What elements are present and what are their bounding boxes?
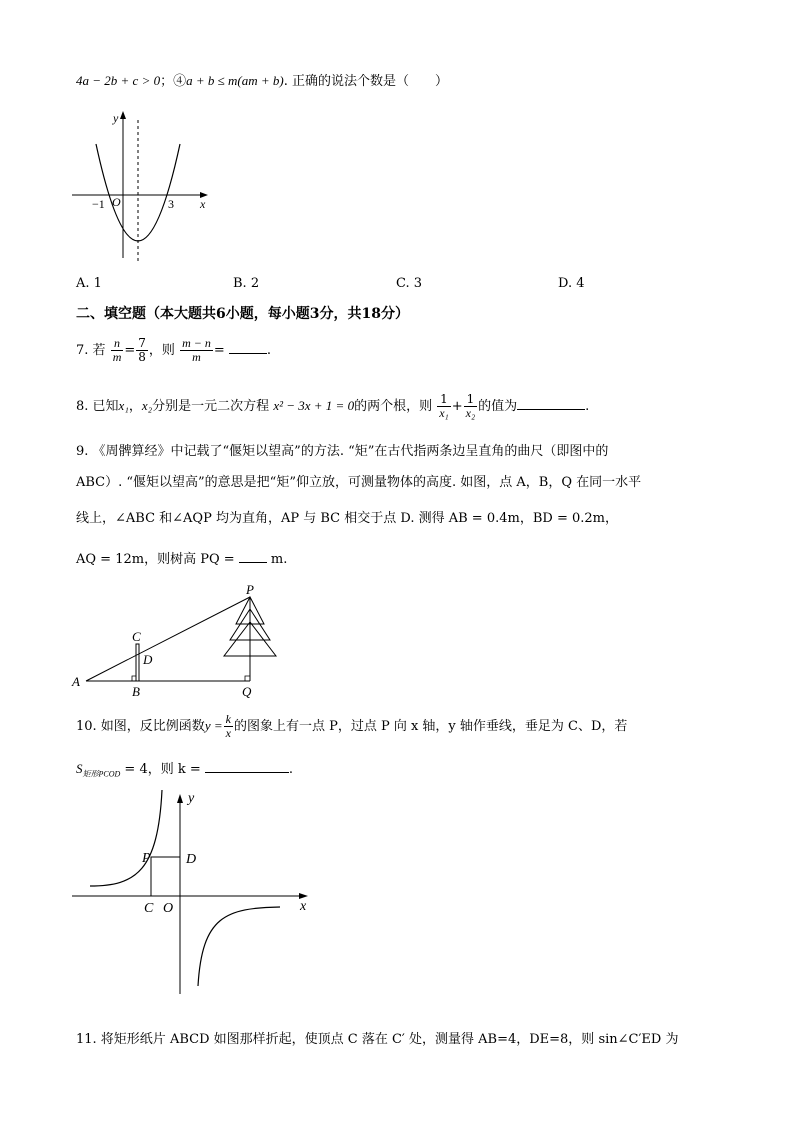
- q9-answer-blank[interactable]: [239, 562, 267, 563]
- q8-end: 的值为: [478, 399, 518, 414]
- q6-label-neg1: −1: [92, 197, 105, 211]
- q8-frac-1-x1: [437, 393, 451, 420]
- q7-frac-target: [180, 337, 213, 364]
- q8-mid: 分别是一元二次方程: [152, 399, 270, 414]
- q10-line1-c: 的图象上有一点 P，过点 P 向 x 轴，y 轴作垂线，垂足为 C、D，若: [233, 719, 628, 734]
- q10-answer-blank[interactable]: [205, 772, 289, 773]
- q8-dot: .: [585, 399, 590, 414]
- q10-rectangle-PCOD: [151, 857, 180, 896]
- q8-f1-den: x₁: [439, 406, 449, 420]
- q6-ineq3: 4a − 2b + c > 0: [76, 73, 161, 88]
- q7-f2-num: 7: [138, 336, 146, 350]
- q9-line2: ABC）. “偃矩以望高”的意思是把“矩”仰立放，可测量物体的高度. 如图，点 A，B，Q 在同一水平: [76, 475, 642, 490]
- q10-hyperbola-graph: [66, 786, 326, 998]
- q10-area-S: S: [76, 761, 83, 776]
- q7-end: .: [266, 343, 272, 358]
- q10-line1-a: 10. 如图，反比例函数: [76, 719, 205, 734]
- q8-answer-blank[interactable]: [517, 409, 585, 410]
- q6-choice-c[interactable]: C. 3: [396, 276, 423, 291]
- q7-frac-7-8: [136, 337, 148, 364]
- q6-label-y: y: [113, 111, 119, 125]
- q7-f1-num: n: [111, 337, 124, 351]
- q10-frac-den: x: [225, 726, 231, 740]
- q8-plus: +: [451, 399, 463, 414]
- q6-ineq4: a + b ≤ m(am + b): [186, 73, 284, 88]
- q6-question-tail: . 正确的说法个数是（ ）: [283, 74, 448, 89]
- q7-f3-num: m − n: [182, 336, 211, 350]
- q9-label-C: C: [132, 629, 141, 644]
- q9-label-B: B: [132, 684, 140, 699]
- q7-eq: =: [124, 343, 136, 358]
- q10-line2-b: = 4，则 k =: [124, 762, 201, 777]
- q6-label-3: 3: [168, 197, 174, 211]
- q8-x1: x₁: [118, 398, 129, 413]
- q8-sep: ，: [128, 399, 142, 414]
- q8-mid2: 的两个根，则: [354, 399, 433, 414]
- q8-x2: x₂: [141, 398, 153, 413]
- q9-label-Q: Q: [242, 684, 252, 699]
- q10-label-D: D: [186, 852, 197, 867]
- q9-ruler: [136, 644, 139, 681]
- q9-line3: 线上，∠ABC 和∠AQP 均为直角，AP 与 BC 相交于点 D. 测得 AB = 0.4m，BD = 0.2m，: [76, 511, 618, 526]
- q6-y-arrow: [120, 111, 126, 119]
- section-2-heading: 二、填空题（本大题共6小题，每小题3分，共18分）: [76, 306, 409, 322]
- q8-frac-1-x2: [464, 393, 478, 420]
- q7-f3-den: m: [192, 350, 201, 364]
- q9-label-P: P: [246, 584, 254, 597]
- q7-f2-den: 8: [138, 350, 146, 364]
- q8-pre: 8. 已知: [76, 399, 119, 414]
- q7-mid: ，则: [148, 343, 175, 358]
- q10-y-arrow: [177, 794, 183, 803]
- q9-figure: [66, 584, 296, 700]
- q8-f2-num: 1: [464, 393, 478, 407]
- q9-line1: 9. 《周髀算经》中记载了“偃矩以望高”的方法. “矩”在古代指两条边呈直角的曲尺（即图中的: [76, 444, 609, 459]
- q7: [76, 336, 271, 366]
- q8-equation: x² − 3x + 1 = 0: [273, 398, 355, 413]
- q9-line4: [76, 551, 287, 569]
- q10-area-sub: 矩形PCOD: [82, 769, 121, 779]
- q6-label-origin: O: [112, 195, 121, 209]
- q10-label-x: x: [300, 899, 307, 914]
- q7-frac-n-over-m: [111, 337, 124, 364]
- q7-f1-den: m: [112, 350, 122, 364]
- q9-sight-line: [86, 597, 250, 681]
- q6-parabola-graph: [66, 108, 216, 268]
- q10-line2: [76, 760, 293, 784]
- q6-label-x: x: [200, 197, 206, 211]
- q10-frac-num: k: [225, 712, 231, 726]
- q6-sep: ；④: [160, 74, 187, 89]
- q10-label-O: O: [163, 901, 174, 916]
- q7-eq2: =: [213, 343, 225, 358]
- q6-choice-d[interactable]: D. 4: [558, 276, 585, 291]
- q9-right-angle-b: [132, 676, 136, 681]
- q9-label-D: D: [143, 652, 153, 667]
- q10-label-y: y: [188, 791, 195, 806]
- q6-choice-a[interactable]: A. 1: [76, 276, 102, 291]
- q8-f1-num: 1: [437, 393, 451, 407]
- q10-hyperbola-branch-right: [198, 907, 280, 986]
- q7-answer-blank[interactable]: [229, 353, 267, 354]
- q10-frac-k-x: [224, 713, 233, 740]
- q10-label-P: P: [142, 851, 151, 866]
- q9-label-A: A: [72, 674, 80, 689]
- q9-line4-text: AQ = 12m，则树高 PQ =: [76, 552, 235, 567]
- q9-right-angle-q: [245, 676, 250, 681]
- q8-f2-den: x₂: [465, 406, 476, 420]
- q7-number: 7. 若: [76, 343, 106, 358]
- q11-line1: 11. 将矩形纸片 ABCD 如图那样折起，使顶点 C 落在 C′ 处，测量得 AB=4，DE=8，则 sin∠C′ED 为: [76, 1032, 679, 1047]
- q10-line1: [76, 712, 627, 741]
- q6-continuation: [76, 72, 448, 91]
- q10-label-C: C: [144, 901, 154, 916]
- q6-choice-b[interactable]: B. 2: [233, 276, 260, 291]
- q8: [76, 392, 589, 421]
- q10-y-eq: y =: [204, 718, 223, 733]
- q10-line2-end: .: [288, 762, 294, 777]
- q9-line4-unit: m.: [270, 552, 288, 567]
